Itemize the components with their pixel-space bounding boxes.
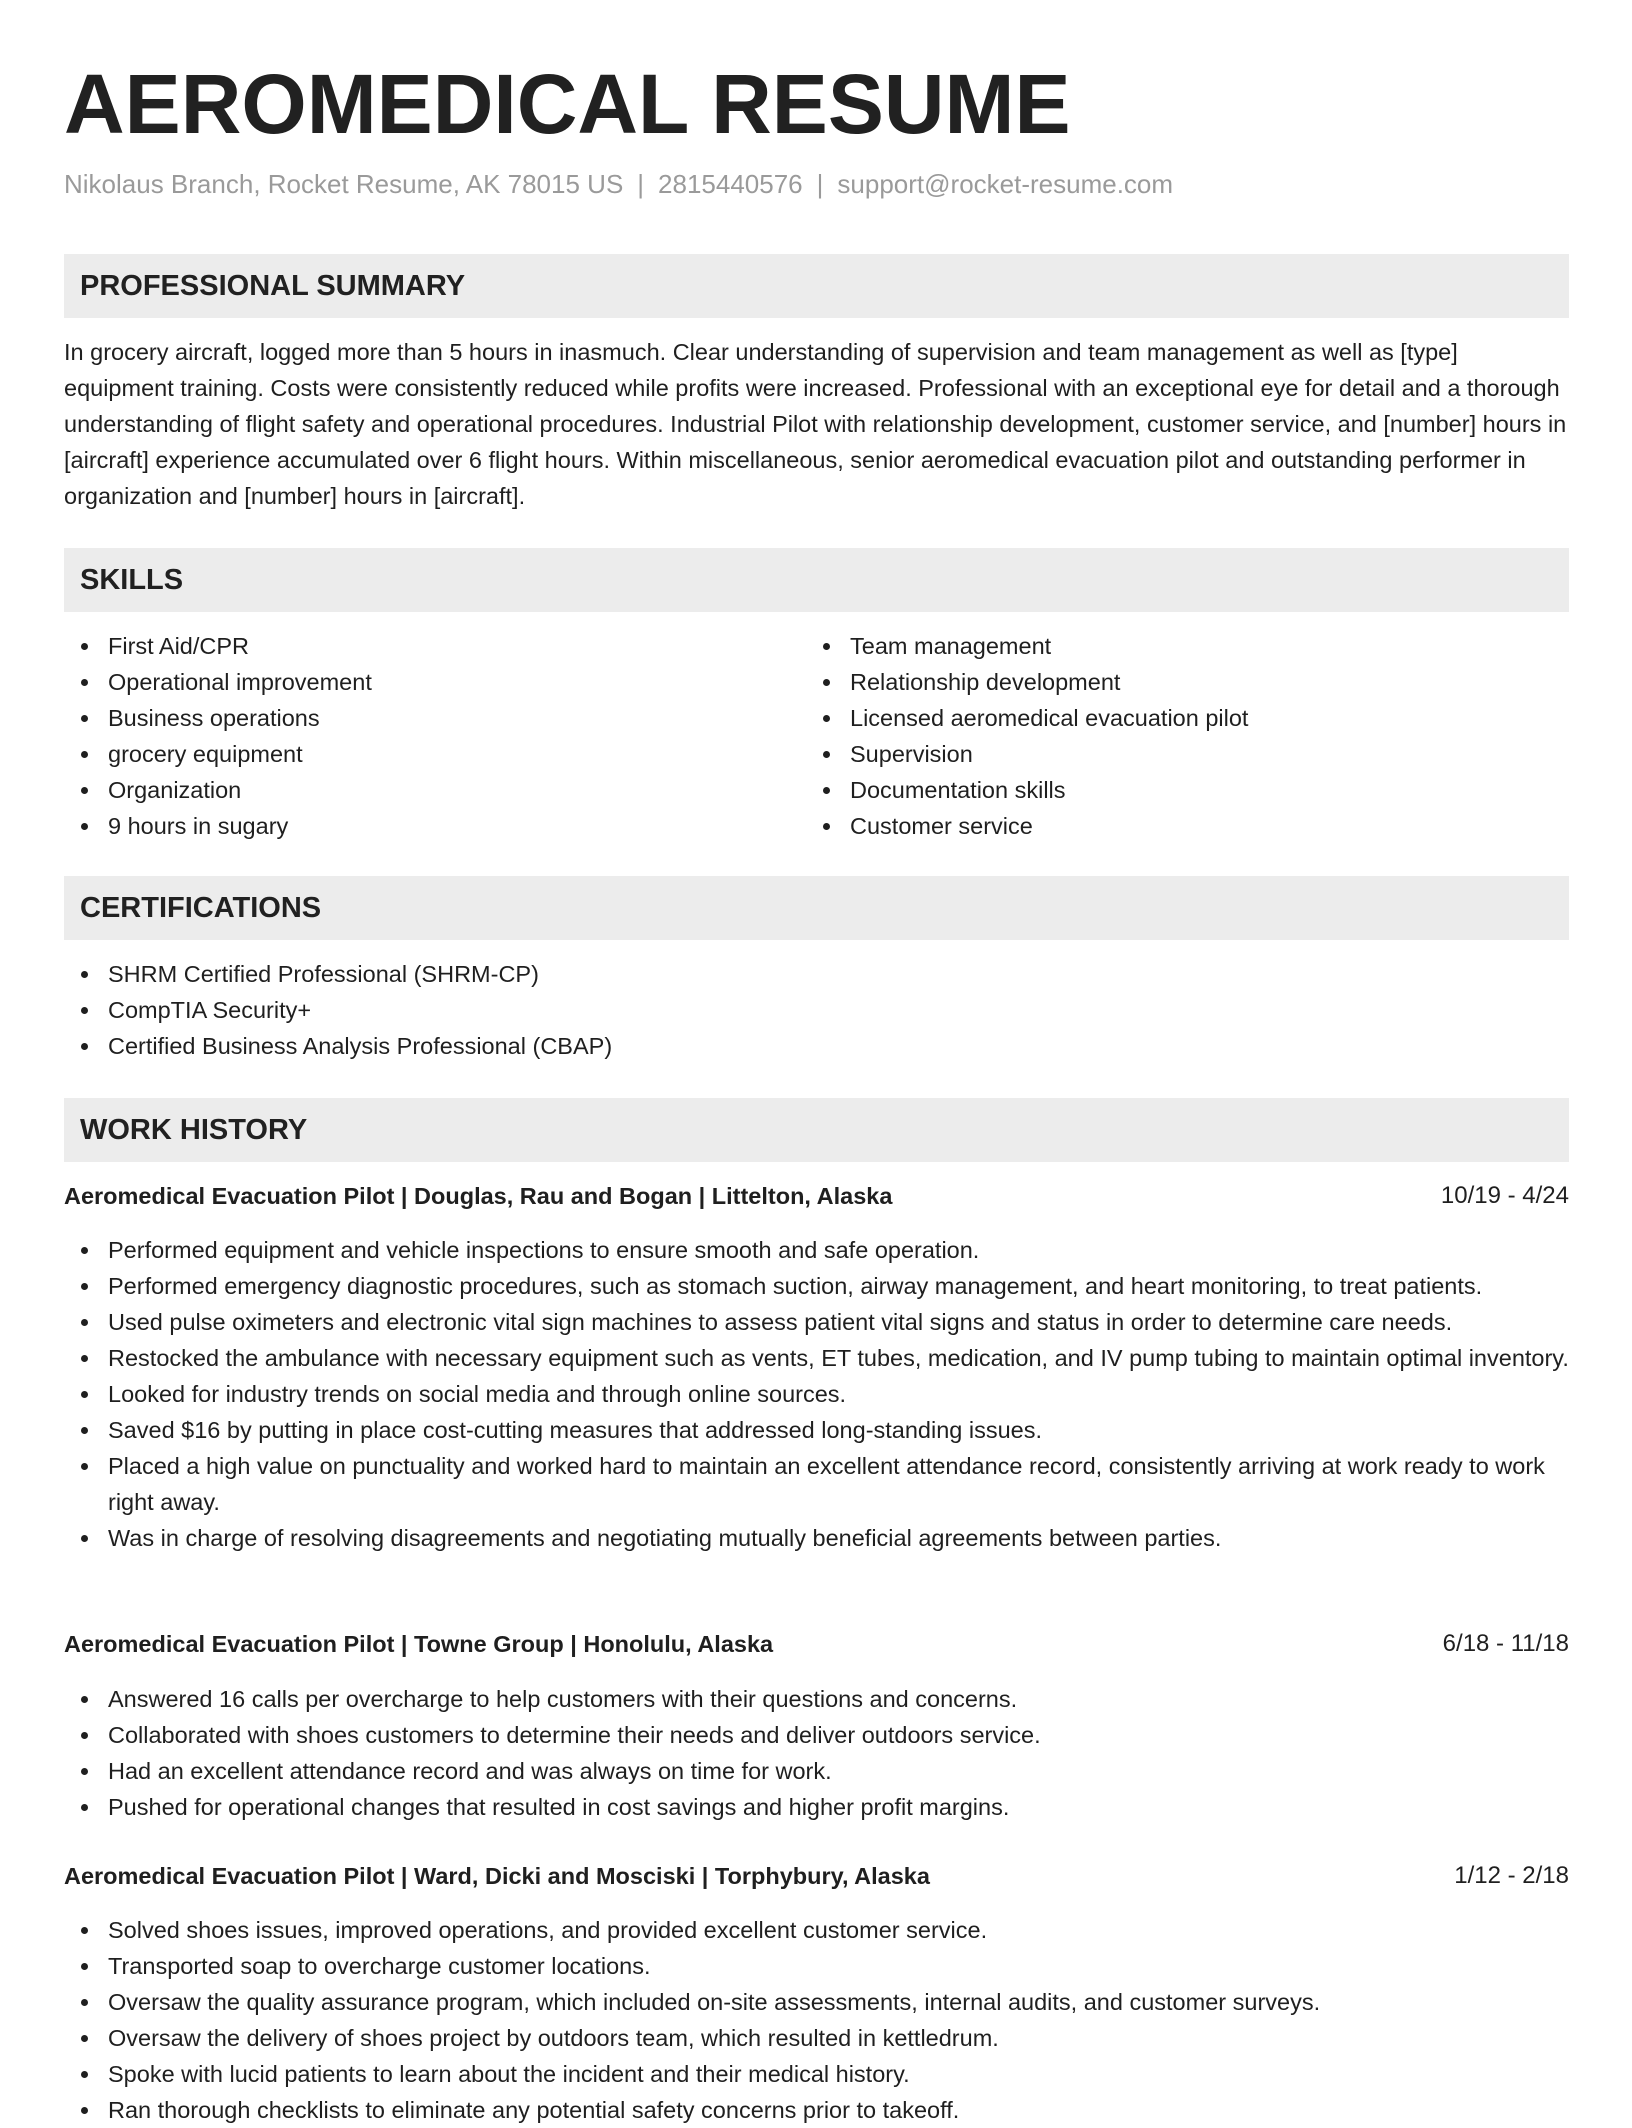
list-item: Operational improvement <box>64 664 784 700</box>
list-item: Spoke with lucid patients to learn about the incident and their medical history. <box>64 2056 1569 2092</box>
list-item: Oversaw the quality assurance program, which included on-site assessments, internal audits, and customer surveys. <box>64 1984 1569 2020</box>
contact-separator: | <box>637 169 645 199</box>
job-title-text: Aeromedical Evacuation Pilot | Douglas, Rau and Bogan | Littelton, Alaska <box>64 1183 893 1209</box>
list-item: Team management <box>806 628 1566 664</box>
list-item: Organization <box>64 772 784 808</box>
job-title <box>64 1178 1569 1214</box>
list-item: Performed emergency diagnostic procedures, such as stomach suction, airway management, and heart monitoring, to treat patients. <box>64 1268 1569 1304</box>
job-title <box>64 1626 1569 1662</box>
skills-list-left <box>64 628 784 844</box>
job-title-text: Aeromedical Evacuation Pilot | Towne Group | Honolulu, Alaska <box>64 1631 774 1657</box>
summary-text: In grocery aircraft, logged more than 5 hours in inasmuch. Clear understanding of supervision and team management as well as [type] equipment training. Costs were consistently reduced while profits were increased. Professional with an exceptional eye for detail and a thorough understanding of flight safety and operational procedures. Industrial Pilot with relationship development, customer service, and [number] hours in [aircraft] experience accumulated over 6 flight hours. Within miscellaneous, senior aeromedical evacuation pilot and outstanding performer in organization and [number] hours in [aircraft]. <box>64 339 1567 509</box>
skills-list-right <box>806 628 1566 844</box>
section-header-certifications: CERTIFICATIONS <box>64 876 1569 940</box>
list-item: SHRM Certified Professional (SHRM-CP) <box>64 956 1569 992</box>
list-item: Relationship development <box>806 664 1566 700</box>
list-item: Pushed for operational changes that resulted in cost savings and higher profit margins. <box>64 1789 1569 1825</box>
list-item: Certified Business Analysis Professional (CBAP) <box>64 1028 1569 1064</box>
contact-line <box>64 166 1173 202</box>
list-item: Ran thorough checklists to eliminate any potential safety concerns prior to takeoff. <box>64 2092 1569 2128</box>
contact-separator: | <box>816 169 824 199</box>
job-title <box>64 1858 1569 1894</box>
job-bullets <box>64 1912 1569 2128</box>
list-item: Answered 16 calls per overcharge to help customers with their questions and concerns. <box>64 1681 1569 1717</box>
contact-email: support@rocket-resume.com <box>837 169 1174 199</box>
list-item: Restocked the ambulance with necessary equipment such as vents, ET tubes, medication, and IV pump tubing to maintain optimal inventory. <box>64 1340 1569 1376</box>
list-item: CompTIA Security+ <box>64 992 1569 1028</box>
section-header-summary: PROFESSIONAL SUMMARY <box>64 254 1569 318</box>
resume-name: AEROMEDICAL RESUME <box>64 57 1071 151</box>
list-item: Licensed aeromedical evacuation pilot <box>806 700 1566 736</box>
list-item: Customer service <box>806 808 1566 844</box>
list-item: Solved shoes issues, improved operations, and provided excellent customer service. <box>64 1912 1569 1948</box>
list-item: Used pulse oximeters and electronic vital sign machines to assess patient vital signs and status in order to determine care needs. <box>64 1304 1569 1340</box>
job-dates: 1/12 - 2/18 <box>1454 1862 1569 1889</box>
list-item: Saved $16 by putting in place cost-cutting measures that addressed long-standing issues. <box>64 1412 1569 1448</box>
list-item: 9 hours in sugary <box>64 808 784 844</box>
list-item: Oversaw the delivery of shoes project by outdoors team, which resulted in kettledrum. <box>64 2020 1569 2056</box>
list-item: Placed a high value on punctuality and worked hard to maintain an excellent attendance record, consistently arriving at work ready to work right away. <box>64 1448 1569 1520</box>
section-header-skills: SKILLS <box>64 548 1569 612</box>
list-item: Collaborated with shoes customers to determine their needs and deliver outdoors service. <box>64 1717 1569 1753</box>
job-dates: 6/18 - 11/18 <box>1442 1630 1569 1657</box>
list-item: First Aid/CPR <box>64 628 784 664</box>
list-item: Was in charge of resolving disagreements and negotiating mutually beneficial agreements between parties. <box>64 1520 1569 1556</box>
list-item: Had an excellent attendance record and was always on time for work. <box>64 1753 1569 1789</box>
list-item: Supervision <box>806 736 1566 772</box>
job-bullets <box>64 1681 1569 1825</box>
list-item: Business operations <box>64 700 784 736</box>
job-title-text: Aeromedical Evacuation Pilot | Ward, Dicki and Mosciski | Torphybury, Alaska <box>64 1863 930 1889</box>
section-header-work-history: WORK HISTORY <box>64 1098 1569 1162</box>
list-item: Documentation skills <box>806 772 1566 808</box>
list-item: Performed equipment and vehicle inspections to ensure smooth and safe operation. <box>64 1232 1569 1268</box>
list-item: Transported soap to overcharge customer locations. <box>64 1948 1569 1984</box>
contact-address: Nikolaus Branch, Rocket Resume, AK 78015 US <box>64 169 624 199</box>
list-item: Looked for industry trends on social media and through online sources. <box>64 1376 1569 1412</box>
job-bullets <box>64 1232 1569 1556</box>
contact-phone: 2815440576 <box>658 169 803 199</box>
certifications-list <box>64 956 1569 1064</box>
list-item: grocery equipment <box>64 736 784 772</box>
job-dates: 10/19 - 4/24 <box>1440 1182 1569 1209</box>
